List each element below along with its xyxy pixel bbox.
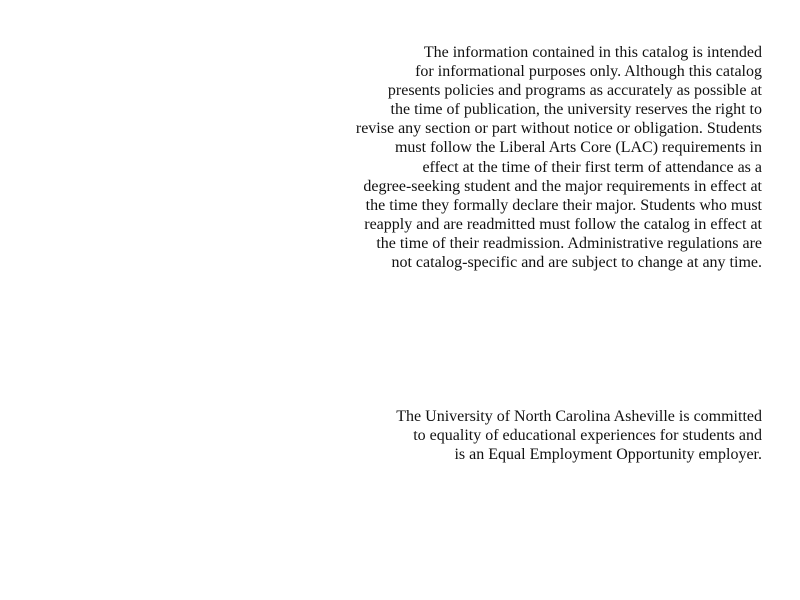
eeo-line: is an Equal Employment Opportunity employer. (454, 446, 762, 464)
catalog-disclaimer-paragraph (322, 43, 762, 272)
disclaimer-line: The information contained in this catalog is intended (423, 44, 762, 61)
disclaimer-line: must follow the Liberal Arts Core (LAC) requirements in (394, 139, 762, 157)
eeo-line: The University of North Carolina Asheville is committed (396, 408, 762, 425)
disclaimer-line: for informational purposes only. Although this catalog (415, 63, 762, 81)
disclaimer-line: presents policies and programs as accurately as possible at (387, 82, 762, 100)
disclaimer-line: effect at the time of their first term of attendance as a (422, 158, 762, 176)
disclaimer-line: the time of their readmission. Administrative regulations are (376, 234, 762, 252)
disclaimer-line: not catalog-specific and are subject to change at any time. (391, 254, 762, 272)
eeo-line: to equality of educational experiences for students and (413, 427, 762, 445)
disclaimer-line: the time of publication, the university reserves the right to (390, 101, 762, 119)
equal-opportunity-statement (322, 407, 762, 464)
disclaimer-line: degree-seeking student and the major requirements in effect at (363, 177, 762, 195)
disclaimer-line: revise any section or part without notice or obligation. Students (355, 120, 762, 138)
disclaimer-line: reapply and are readmitted must follow the catalog in effect at (364, 215, 762, 233)
disclaimer-line: the time they formally declare their major. Students who must (365, 196, 762, 214)
